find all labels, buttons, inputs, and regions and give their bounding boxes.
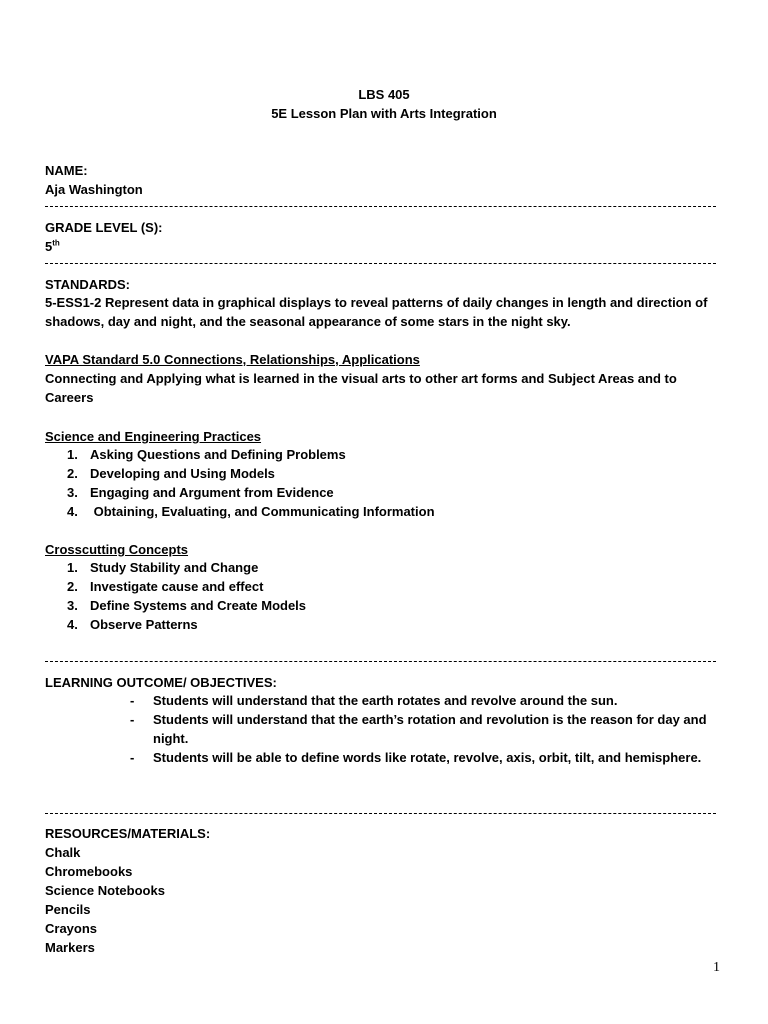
resource-item: Chalk (45, 845, 81, 860)
objectives-label: LEARNING OUTCOME/ OBJECTIVES: (45, 675, 277, 690)
list-item: 3. Define Systems and Create Models (67, 598, 307, 613)
list-item: - Students will understand that the earth rotates and revolve around the sun. (130, 693, 618, 708)
page-number: 1 (713, 960, 720, 975)
vapa-heading: VAPA Standard 5.0 Connections, Relationships, Applications (45, 352, 420, 367)
list-item: 3. Engaging and Argument from Evidence (67, 485, 334, 500)
list-item: 4. Observe Patterns (67, 617, 198, 632)
grade-value (45, 237, 60, 256)
name-value: Aja Washington (45, 182, 143, 197)
grade-suffix: th (52, 238, 60, 248)
section-divider (45, 263, 716, 264)
standards-label: STANDARDS: (45, 277, 130, 292)
vapa-text: Connecting and Applying what is learned in the visual arts to other art forms and Subject Areas and to Careers (45, 371, 677, 405)
objectives-list (130, 691, 720, 767)
list-item: 2. Developing and Using Models (67, 466, 275, 481)
resource-item: Science Notebooks (45, 883, 165, 898)
grade-number: 5 (45, 239, 53, 254)
name-label: NAME: (45, 163, 88, 178)
list-item: - Students will be able to define words like rotate, revolve, axis, orbit, tilt, and hemisphere. (130, 750, 702, 765)
list-item: 1. Study Stability and Change (67, 560, 259, 575)
list-item: 4. Obtaining, Evaluating, and Communicating Information (67, 504, 435, 519)
standards-text: 5-ESS1-2 Represent data in graphical displays to reveal patterns of daily changes in length and direction of shadows, day and night, and the seasonal appearance of some stars in the night sky. (45, 295, 708, 329)
resources-label: RESOURCES/MATERIALS: (45, 826, 211, 841)
section-divider (45, 661, 716, 662)
section-divider (45, 813, 716, 814)
course-code: LBS 405 (358, 87, 410, 102)
resource-item: Markers (45, 940, 95, 955)
list-item: 1. Asking Questions and Defining Problems (67, 447, 346, 462)
document-title: 5E Lesson Plan with Arts Integration (271, 106, 497, 121)
grade-label: GRADE LEVEL (S): (45, 220, 163, 235)
section-divider (45, 206, 716, 207)
resource-item: Crayons (45, 921, 98, 936)
crosscutting-heading: Crosscutting Concepts (45, 542, 189, 557)
resource-item: Chromebooks (45, 864, 133, 879)
list-item: - Students will understand that the earth’s rotation and revolution is the reason for day and night. (130, 712, 707, 746)
crosscutting-list (45, 558, 306, 634)
resource-item: Pencils (45, 902, 91, 917)
list-item: 2. Investigate cause and effect (67, 579, 264, 594)
practices-list (45, 445, 435, 521)
practices-heading: Science and Engineering Practices (45, 429, 262, 444)
